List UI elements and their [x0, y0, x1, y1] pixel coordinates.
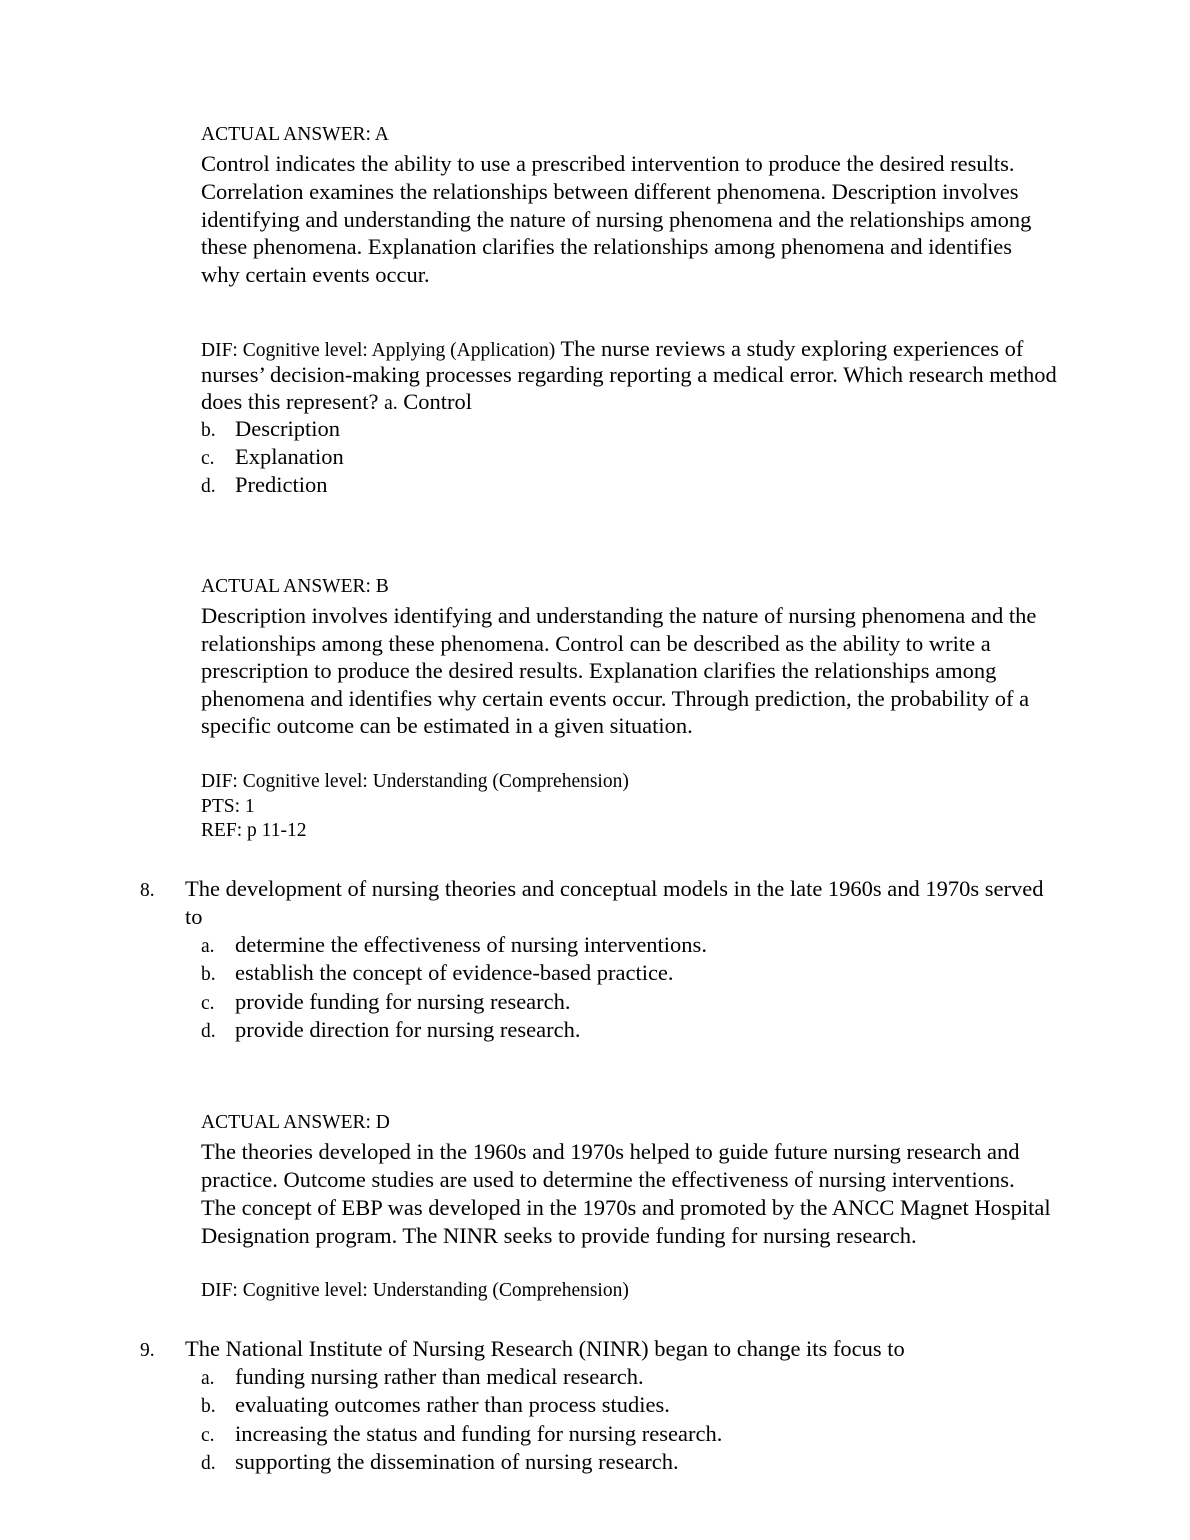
question-number: 9.: [140, 1340, 155, 1361]
question-stem: The National Institute of Nursing Research (NINR) began to change its focus to: [185, 1336, 905, 1361]
option-text: Description: [235, 416, 340, 441]
answer-label: ACTUAL ANSWER: D: [201, 1112, 390, 1133]
rationale-line: practice. Outcome studies are used to determine the effectiveness of nursing interventions.: [201, 1167, 1015, 1192]
difficulty-label: DIF: Cognitive level: Understanding (Comprehension): [201, 1280, 629, 1301]
option-text: evaluating outcomes rather than process studies.: [235, 1392, 670, 1417]
answer-label: ACTUAL ANSWER: B: [201, 576, 389, 597]
rationale-line: Control indicates the ability to use a prescribed intervention to produce the desired results.: [201, 151, 1015, 176]
question-stem-with-option: [201, 391, 472, 414]
option-text: supporting the dissemination of nursing research.: [235, 1449, 679, 1474]
answer-label: ACTUAL ANSWER: A: [201, 124, 389, 145]
rationale-line: relationships among these phenomena. Control can be described as the ability to write a: [201, 631, 991, 656]
rationale-line: specific outcome can be estimated in a given situation.: [201, 713, 693, 738]
option-text: funding nursing rather than medical research.: [235, 1364, 644, 1389]
option-letter: d.: [201, 476, 216, 497]
rationale-line: these phenomena. Explanation clarifies the relationships among phenomena and identifies: [201, 234, 1012, 259]
reference-label: REF: p 11-12: [201, 820, 307, 841]
question-number: 8.: [140, 880, 155, 901]
option-letter: d.: [201, 1021, 216, 1042]
option-text: Prediction: [235, 472, 328, 497]
option-text: Control: [403, 389, 472, 414]
option-text: establish the concept of evidence-based practice.: [235, 960, 674, 985]
difficulty-label: DIF: Cognitive level: Applying (Application): [201, 340, 556, 361]
difficulty-label: DIF: Cognitive level: Understanding (Comprehension): [201, 771, 629, 792]
option-text: determine the effectiveness of nursing interventions.: [235, 932, 707, 957]
rationale-line: Designation program. The NINR seeks to provide funding for nursing research.: [201, 1223, 917, 1248]
rationale-line: Correlation examines the relationships between different phenomena. Description involves: [201, 179, 1019, 204]
rationale-line: identifying and understanding the nature of nursing phenomena and the relationships among: [201, 207, 1032, 232]
question-stem: nurses’ decision-making processes regarding reporting a medical error. Which research method: [201, 362, 1057, 387]
rationale-line: phenomena and identifies why certain events occur. Through prediction, the probability of a: [201, 686, 1030, 711]
points-label: PTS: 1: [201, 796, 255, 817]
dif-and-question-stem: [201, 338, 1023, 361]
question-stem: The nurse reviews a study exploring experiences of: [560, 336, 1024, 361]
rationale-line: The concept of EBP was developed in the 1970s and promoted by the ANCC Magnet Hospital: [201, 1195, 1051, 1220]
option-letter: b.: [201, 964, 216, 985]
option-letter: c.: [201, 448, 215, 469]
option-letter: a.: [201, 1368, 215, 1389]
option-letter: d.: [201, 1453, 216, 1474]
option-text: increasing the status and funding for nursing research.: [235, 1421, 723, 1446]
option-text: provide direction for nursing research.: [235, 1017, 581, 1042]
question-stem: The development of nursing theories and conceptual models in the late 1960s and 1970s served: [185, 876, 1044, 901]
question-stem: to: [185, 904, 203, 929]
option-text: provide funding for nursing research.: [235, 989, 571, 1014]
option-text: Explanation: [235, 444, 344, 469]
option-letter: a.: [201, 936, 215, 957]
option-letter: a.: [384, 393, 398, 414]
rationale-line: prescription to produce the desired results. Explanation clarifies the relationships among: [201, 658, 997, 683]
question-stem: does this represent?: [201, 389, 379, 414]
rationale-line: Description involves identifying and understanding the nature of nursing phenomena and the: [201, 603, 1037, 628]
option-letter: b.: [201, 1396, 216, 1417]
option-letter: c.: [201, 993, 215, 1014]
rationale-line: why certain events occur.: [201, 262, 430, 287]
option-letter: b.: [201, 420, 216, 441]
option-letter: c.: [201, 1425, 215, 1446]
rationale-line: The theories developed in the 1960s and 1970s helped to guide future nursing research and: [201, 1139, 1020, 1164]
